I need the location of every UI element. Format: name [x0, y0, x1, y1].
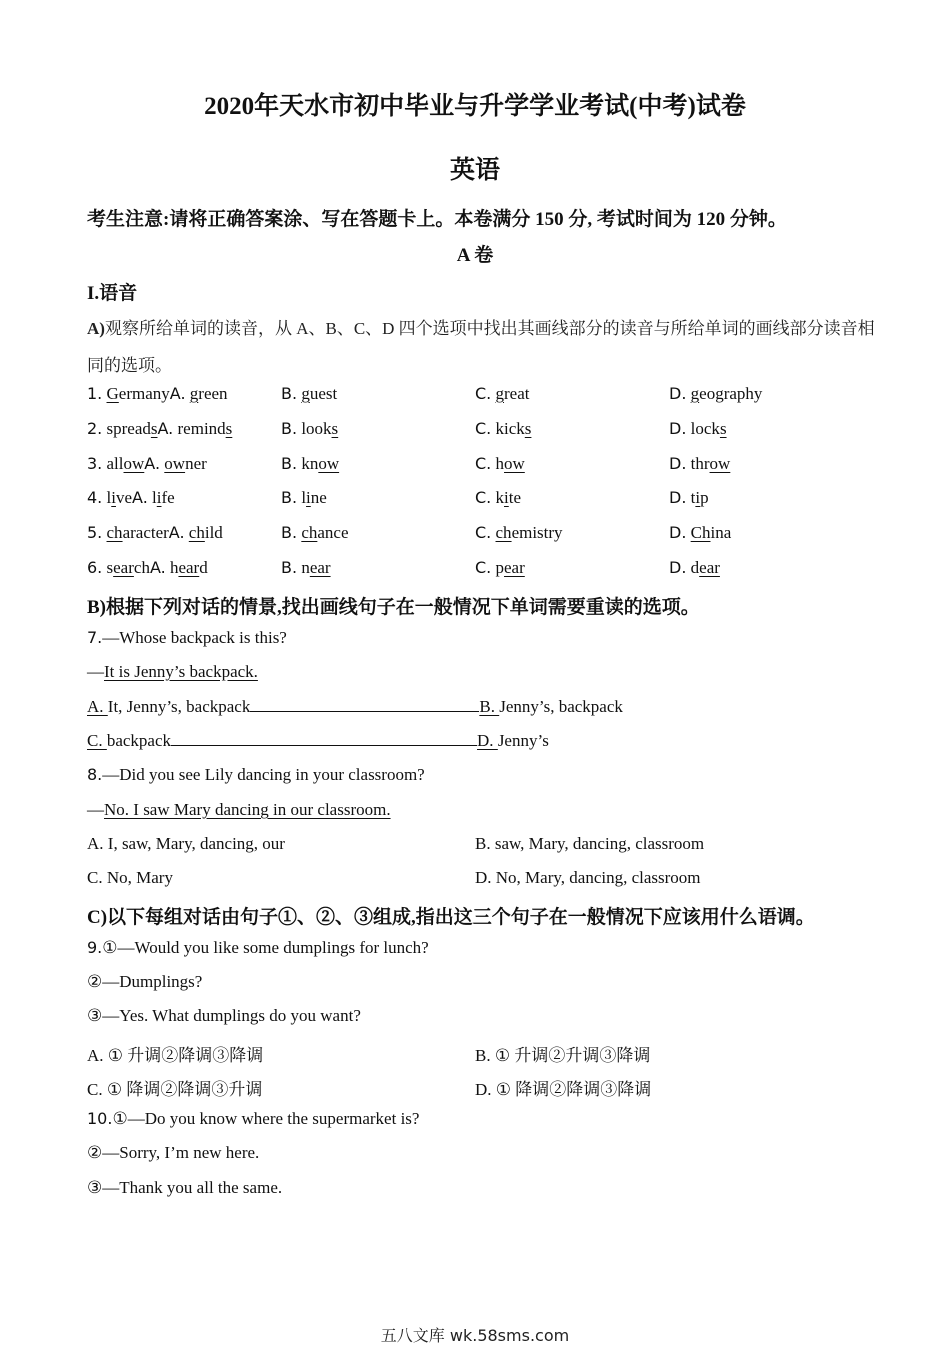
q8-prompt: 8.—Did you see Lily dancing in your classroom?: [87, 765, 425, 784]
q1-given-word: 1. GermanyA. green: [87, 384, 228, 403]
q1-option-b[interactable]: B. guest: [281, 384, 338, 403]
paper-label: A 卷: [456, 245, 494, 266]
q2-option-c[interactable]: C. kicks: [475, 419, 532, 438]
q6-option-d[interactable]: D. dear: [669, 558, 720, 577]
q5-option-b[interactable]: B. chance: [281, 523, 349, 542]
q3-option-c[interactable]: C. how: [475, 454, 525, 473]
q8-answer-line: —No. I saw Mary dancing in our classroom.: [87, 800, 391, 819]
part-a-instruction-line1: A)观察所给单词的读音，从 A、B、C、D 四个选项中找出其画线部分的读音与所给单词的画线部分读音相: [87, 319, 875, 338]
q9-line3: ③—Yes. What dumplings do you want?: [87, 1006, 361, 1025]
q9-option-d[interactable]: D. ① 降调②降调③降调: [475, 1080, 652, 1099]
q10-line3: ③—Thank you all the same.: [87, 1178, 283, 1197]
q5-option-d[interactable]: D. China: [669, 523, 732, 542]
q9-option-c[interactable]: C. ① 降调②降调③升调: [87, 1080, 263, 1099]
q1-option-a[interactable]: A. green: [169, 384, 228, 403]
q3-option-b[interactable]: B. know: [281, 454, 340, 473]
q2-option-b[interactable]: B. looks: [281, 419, 339, 438]
q8-option-d[interactable]: D. No, Mary, dancing, classroom: [475, 868, 701, 887]
q10-line2: ②—Sorry, I’m new here.: [87, 1143, 260, 1162]
q4-given-word: 4. liveA. life: [87, 488, 175, 507]
q6-option-b[interactable]: B. near: [281, 558, 331, 577]
q1-option-d[interactable]: D. geography: [669, 384, 763, 403]
q6-option-a[interactable]: A. heard: [149, 558, 208, 577]
section-phonetics-heading: I.语音: [87, 283, 138, 304]
q9-option-b[interactable]: B. ① 升调②升调③降调: [475, 1046, 651, 1065]
exam-title: 2020年天水市初中毕业与升学学业考试(中考)试卷: [204, 93, 746, 120]
q9-line1: 9.①—Would you like some dumplings for lunch?: [87, 938, 429, 957]
q4-option-a[interactable]: A. life: [132, 488, 175, 507]
q9-option-a[interactable]: A. ① 升调②降调③降调: [87, 1046, 264, 1065]
q8-option-c[interactable]: C. No, Mary: [87, 868, 173, 887]
q6-given-word: 6. searchA. heard: [87, 558, 208, 577]
exam-notice: 考生注意:请将正确答案涂、写在答题卡上。本卷满分 150 分, 考试时间为 120 分钟。: [87, 209, 787, 230]
q9-line2: ②—Dumplings?: [87, 972, 203, 991]
q3-option-a[interactable]: A. owner: [144, 454, 207, 473]
part-a-instruction-line2: 同的选项。: [87, 356, 172, 375]
subject-heading: 英语: [449, 157, 500, 184]
q2-option-d[interactable]: D. locks: [669, 419, 727, 438]
q3-given-word: 3. allowA. owner: [87, 454, 207, 473]
part-c-instruction: C)以下每组对话由句子①、②、③组成,指出这三个句子在一般情况下应该用什么语调。: [87, 907, 815, 928]
q4-option-d[interactable]: D. tip: [669, 488, 709, 507]
q7-prompt: 7.—Whose backpack is this?: [87, 628, 287, 647]
q5-given-word: 5. characterA. child: [87, 523, 223, 542]
q2-given-word: 2. spreadsA. reminds: [87, 419, 233, 438]
q8-option-a[interactable]: A. I, saw, Mary, dancing, our: [87, 834, 285, 853]
q3-option-d[interactable]: D. throw: [669, 454, 731, 473]
q7-answer-line: —It is Jenny’s backpack.: [87, 662, 258, 681]
q5-option-c[interactable]: C. chemistry: [475, 523, 563, 542]
part-b-instruction: B)根据下列对话的情景,找出画线句子在一般情况下单词需要重读的选项。: [87, 597, 700, 618]
q4-option-c[interactable]: C. kite: [475, 488, 522, 507]
q8-option-b[interactable]: B. saw, Mary, dancing, classroom: [475, 834, 705, 853]
q2-option-a[interactable]: A. reminds: [157, 419, 233, 438]
q6-option-c[interactable]: C. pear: [475, 558, 525, 577]
q10-line1: 10.①—Do you know where the supermarket is?: [87, 1109, 420, 1128]
q4-option-b[interactable]: B. line: [281, 488, 327, 507]
q7-options-row1: A. It, Jenny’s, backpack B. Jenny’s, backpack: [87, 697, 623, 716]
q7-options-row2: C. backpack D. Jenny’s: [87, 731, 549, 750]
q1-option-c[interactable]: C. great: [475, 384, 530, 403]
q5-option-a[interactable]: A. child: [168, 523, 223, 542]
footer-watermark: 五八文库 wk.58sms.com: [380, 1326, 570, 1345]
